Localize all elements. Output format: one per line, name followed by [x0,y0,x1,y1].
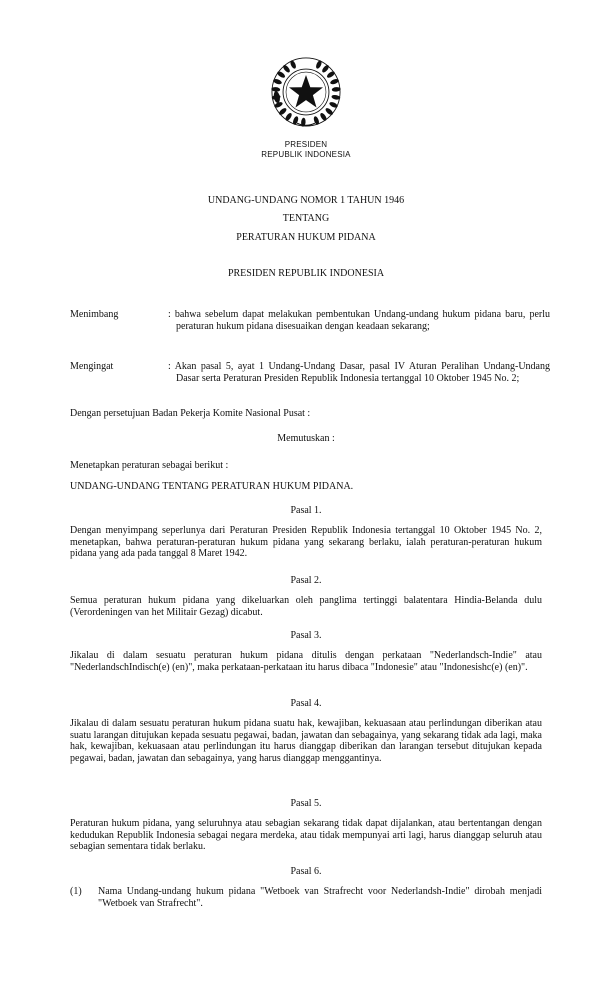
mengingat-label: Mengingat [70,361,114,372]
header-republik: REPUBLIK INDONESIA [261,150,351,159]
persetujuan-text: Dengan persetujuan Badan Pekerja Komite Nasional Pusat : [70,408,311,419]
pasal-6-heading: Pasal 6. [290,866,322,877]
pasal-1-heading: Pasal 1. [290,505,322,516]
pasal-6-item-1-text: Nama Undang-undang hukum pidana "Wetboek van Strafrecht voor Nederlandsh-Indie" dirobah menjadi "Wetboek van Strafrecht". [98,886,542,909]
pasal-5-heading: Pasal 5. [290,798,322,809]
mengingat-text: : Akan pasal 5, ayat 1 Undang-Undang Dasar, pasal IV Aturan Peralihan Undang-Undang Dasar serta Peraturan Presiden Republik Indonesia tertanggal 10 Oktober 1945 No. 2; [168,361,550,384]
presidential-emblem-icon [269,55,343,129]
pasal-4-text: Jikalau di dalam sesuatu peraturan hukum pidana suatu hak, kewajiban, kekuasaan atau perlindungan diberikan atau suatu larangan ditujukan kepada sesuatu pegawai, badan, jawatan dan sebagainya, yang sekarang tidak ada lagi, maka hak, kewajiban, kekuasaan atau perlindungan itu harus dianggap diberikan dan larangan tersebut ditujukan kepada pegawai, badan, jawatan dan sebagainya, yang harus dianggap menggantinya. [70,718,542,764]
pasal-6-item-1-number: (1) [70,886,82,897]
memutuskan-heading: Memutuskan : [277,433,335,444]
header-presiden: PRESIDEN [284,140,328,149]
tentang-label: TENTANG [282,213,330,224]
pasal-4-heading: Pasal 4. [290,698,322,709]
menetapkan-text: Menetapkan peraturan sebagai berikut : [70,460,229,471]
pasal-5-text: Peraturan hukum pidana, yang seluruhnya atau sebagian sekarang tidak dapat dijalankan, atau bertentangan dengan kedudukan Republik Indonesia sebagai negara merdeka, atau tidak mempunyai arti lagi, harus dianggap seluruh atau sebagian sementara tidak berlaku. [70,818,542,852]
menimbang-text: : bahwa sebelum dapat melakukan pembentukan Undang-undang hukum pidana baru, perlu peraturan hukum pidana disesuaikan dengan keadaan sekarang; [168,309,550,332]
issuer-title: PRESIDEN REPUBLIK INDONESIA [227,268,385,279]
pasal-2-heading: Pasal 2. [290,575,322,586]
uu-title-text: UNDANG-UNDANG TENTANG PERATURAN HUKUM PIDANA. [70,481,354,492]
menimbang-label: Menimbang [70,309,119,320]
pasal-3-text: Jikalau di dalam sesuatu peraturan hukum pidana ditulis dengan perkataan "Nederlandsch-Indie" atau "NederlandschIndisch(e) (en)", maka perkataan-perkataan itu harus dibaca "Indonesie" atau "Indonesishc(e) (en)". [70,650,542,673]
law-number-title: UNDANG-UNDANG NOMOR 1 TAHUN 1946 [207,195,405,206]
pasal-3-heading: Pasal 3. [290,630,322,641]
pasal-2-text: Semua peraturan hukum pidana yang dikeluarkan oleh panglima tertinggi balatentara Hindia-Belanda dulu (Verordeningen van het Militair Gezag) dicabut. [70,595,542,618]
law-subject-title: PERATURAN HUKUM PIDANA [236,232,376,243]
pasal-1-text: Dengan menyimpang seperlunya dari Peraturan Presiden Republik Indonesia tertanggal 10 Oktober 1945 No. 2, menetapkan, bahwa peraturan-peraturan hukum pidana yang sekarang berlaku, ialah peraturan-peraturan hukum pidana yang ada pada tanggal 8 Maret 1942. [70,525,542,559]
